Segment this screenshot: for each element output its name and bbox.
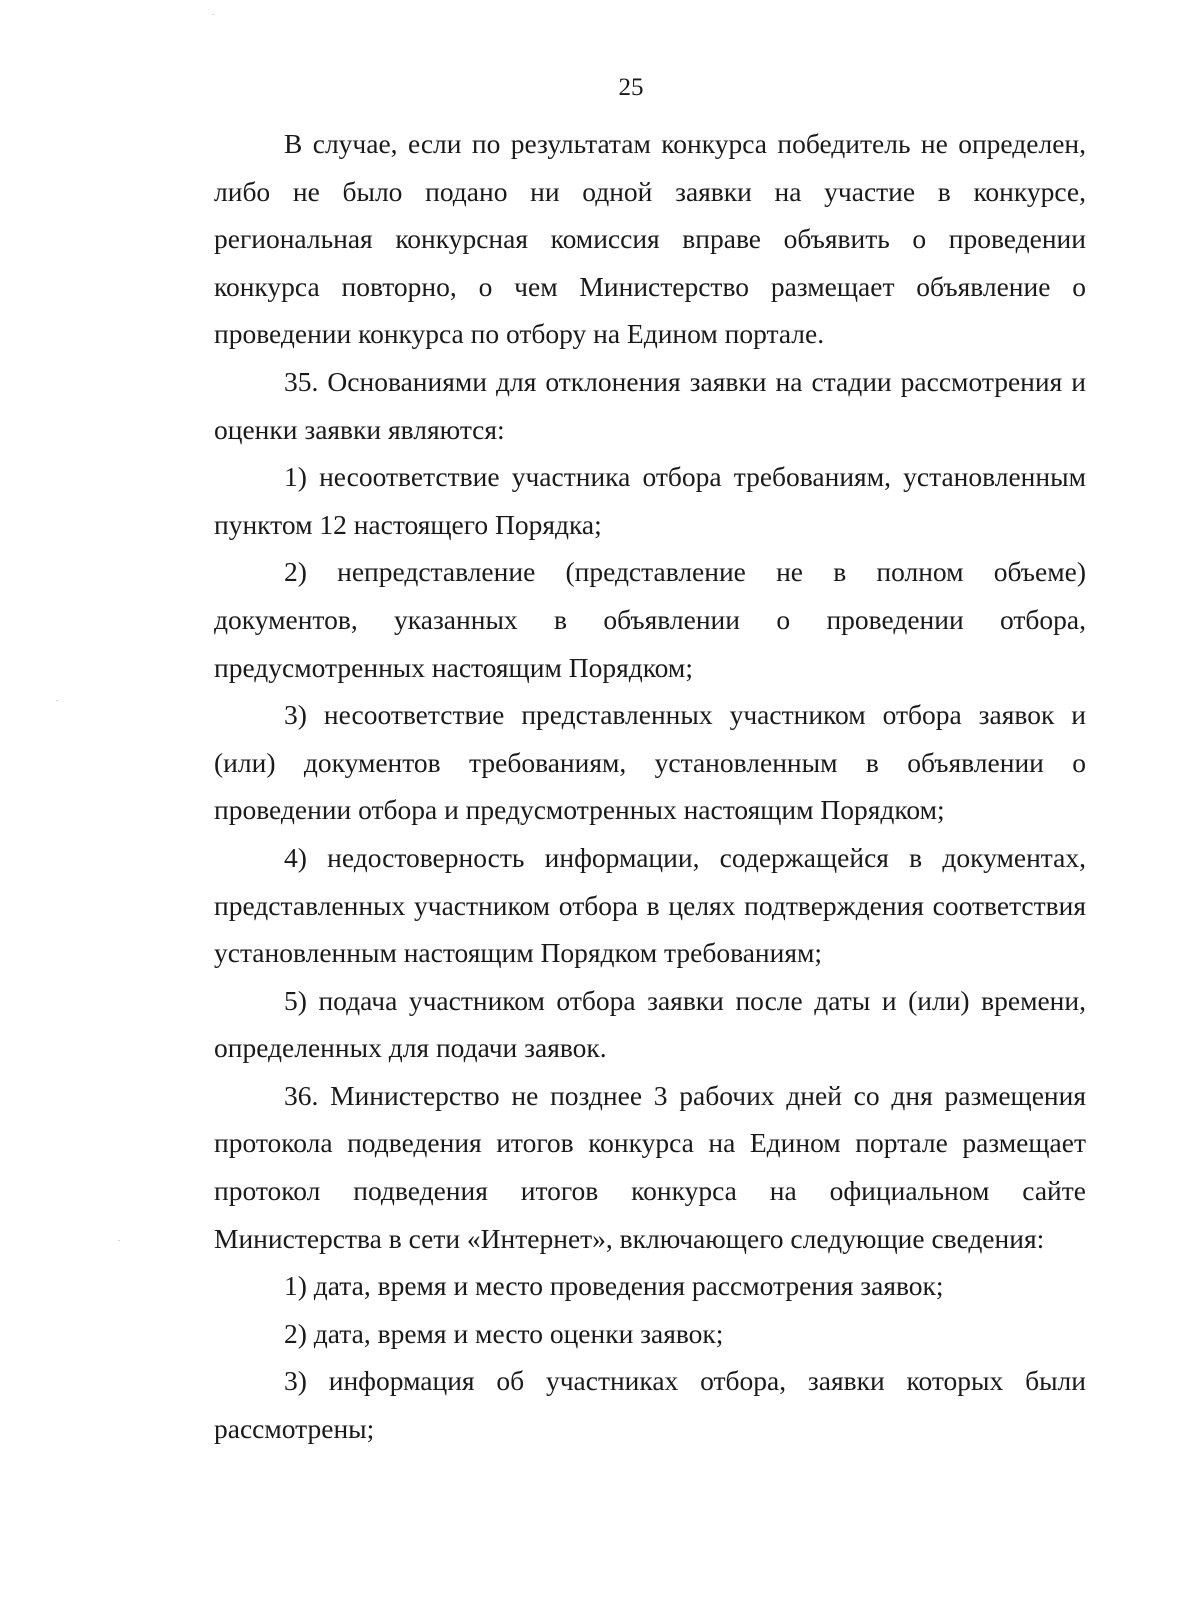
- list-item-35-4: 4) недостоверность информации, содержащейся в документах, представленных участником отбора в целях подтверждения соответствия установленным настоящим Порядком требованиям;: [214, 841, 1086, 969]
- paragraph-36-protocol: 36. Министерство не позднее 3 рабочих дней со дня размещения протокола подведения итогов конкурса на Едином портале размещает протокол подведения итогов конкурса на официальном сайте Министерства в сети «Интернет», включающего следующие сведения:: [214, 1079, 1086, 1254]
- scan-speck: [56, 700, 58, 701]
- scan-speck: [118, 1240, 120, 1241]
- body-text: [214, 120, 1086, 1453]
- paragraph-35-rejection-grounds: 35. Основаниями для отклонения заявки на стадии рассмотрения и оценки заявки являются:: [214, 365, 1086, 445]
- list-item-35-5: 5) подача участником отбора заявки после даты и (или) времени, определенных для подачи заявок.: [214, 984, 1086, 1064]
- list-item-35-1: 1) несоответствие участника отбора требованиям, установленным пунктом 12 настоящего Порядка;: [214, 461, 1086, 540]
- list-item-35-2: 2) непредставление (представление не в полном объеме) документов, указанных в объявлении о проведении отбора, предусмотренных настоящим Порядком;: [214, 556, 1086, 683]
- scan-speck: [212, 14, 214, 15]
- list-item-35-3: 3) несоответствие представленных участником отбора заявок и (или) документов требованиям, установленным в объявлении о проведении отбора и предусмотренных настоящим Порядком;: [214, 699, 1086, 826]
- list-item-36-3: 3) информация об участниках отбора, заявки которых были рассмотрены;: [214, 1365, 1086, 1445]
- list-item-36-2: 2) дата, время и место оценки заявок;: [284, 1317, 724, 1349]
- list-item-36-1: 1) дата, время и место проведения рассмотрения заявок;: [284, 1270, 944, 1302]
- paragraph-competition-repeat: В случае, если по результатам конкурса победитель не определен, либо не было подано ни одной заявки на участие в конкурсе, региональная конкурсная комиссия вправе объявить о проведении конкурса повторно, о чем Министерство размещает объявление о проведении конкурса по отбору на Едином портале.: [214, 128, 1086, 350]
- page-number: 25: [618, 74, 644, 101]
